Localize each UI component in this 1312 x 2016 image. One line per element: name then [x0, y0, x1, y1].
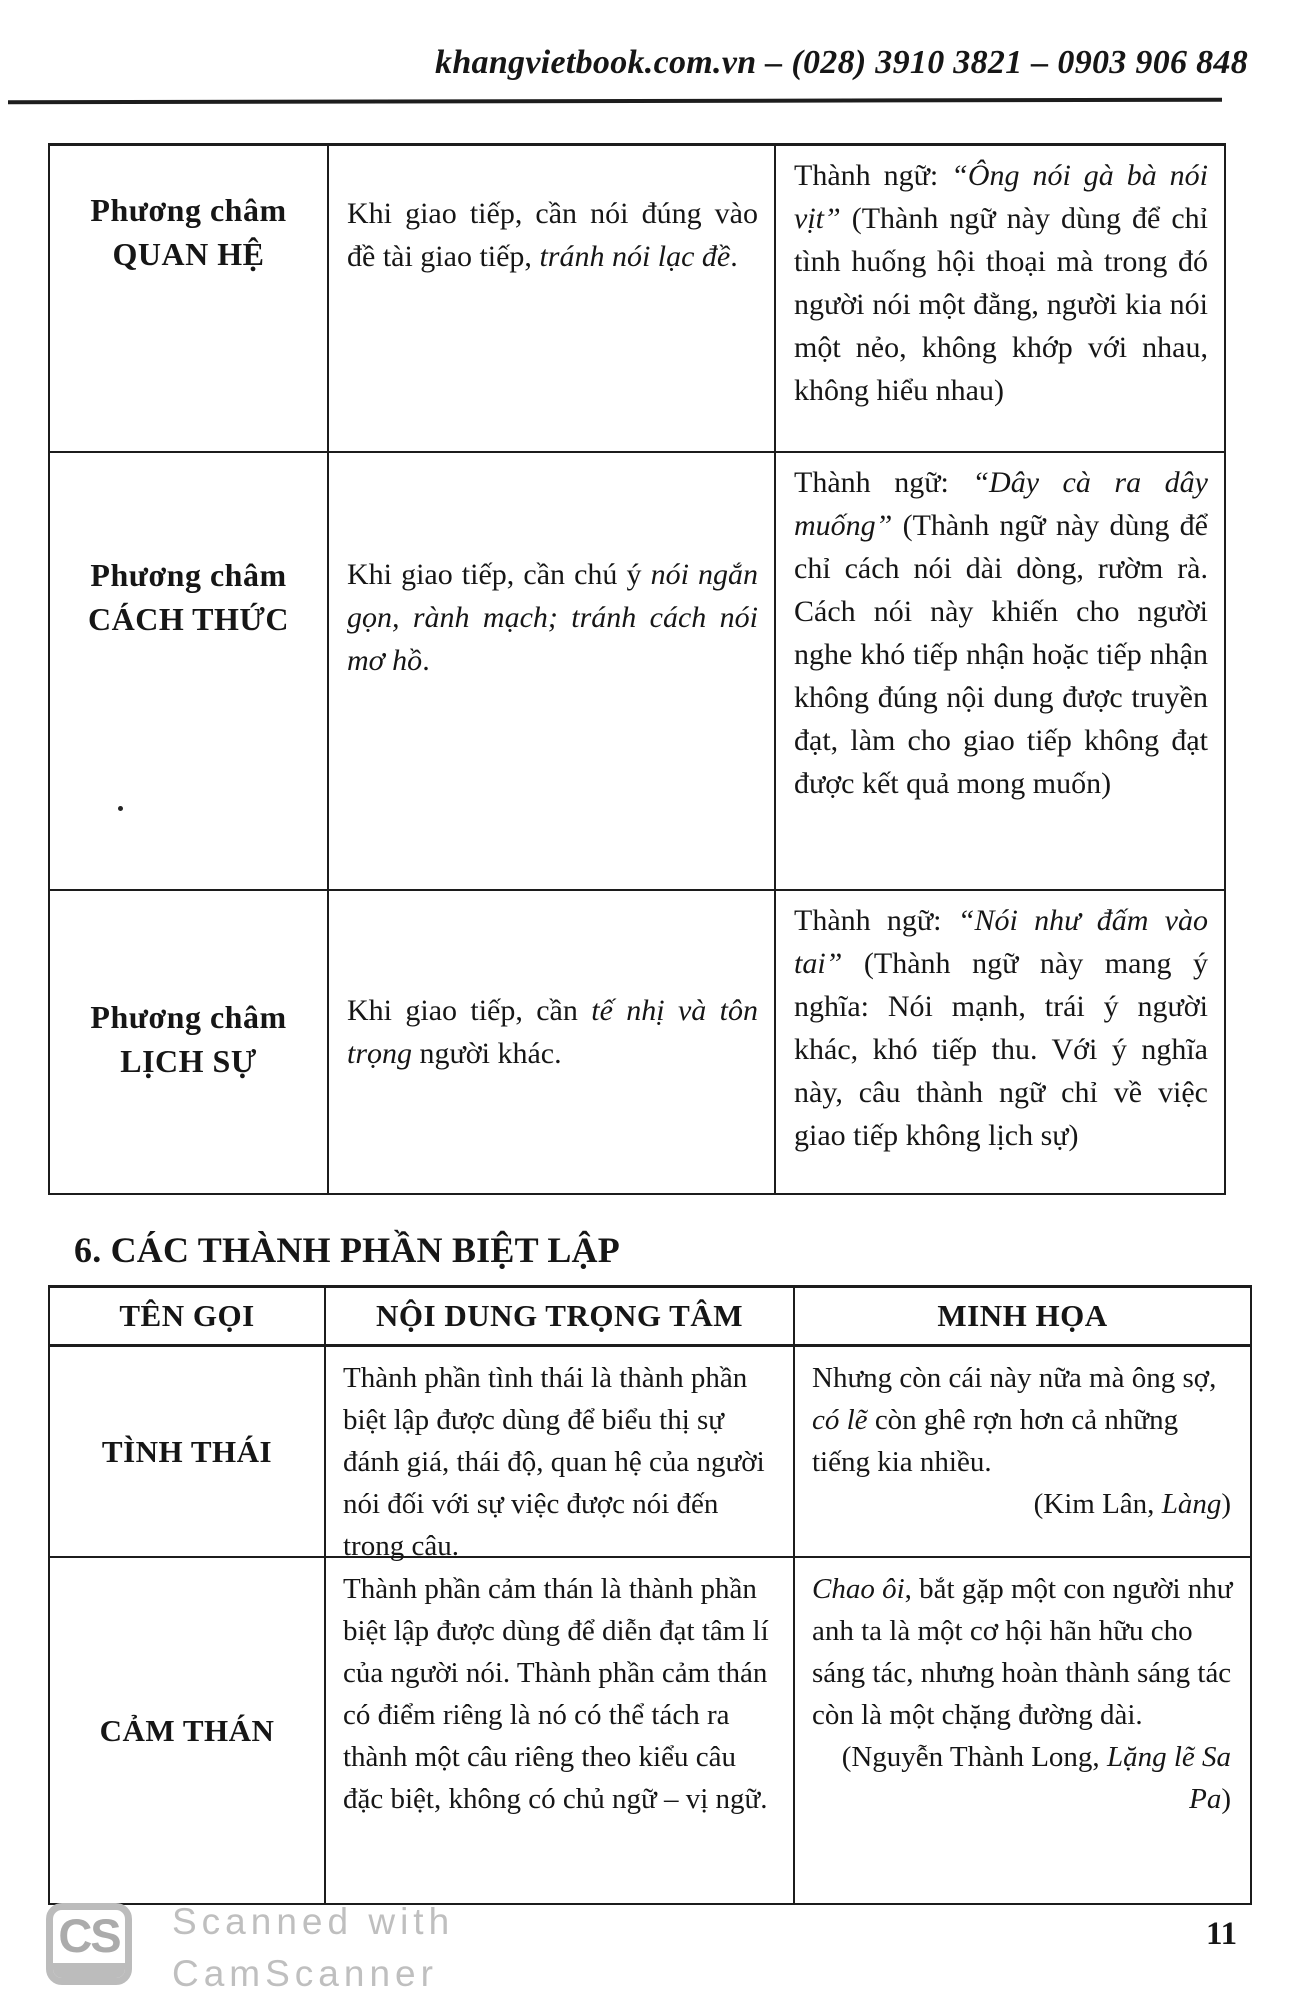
- maxim-example-cell: Thành ngữ: “Ông nói gà bà nói vịt” (Thành ngữ này dùng để chỉ tình huống hội thoại mà trong đó người nói một đằng, người kia nói một nẻo, không khớp với nhau, không hiểu nhau): [776, 146, 1224, 453]
- header-rule: [8, 98, 1222, 105]
- scan-speck: [118, 806, 123, 811]
- maxim-title-top: Phương châm: [90, 557, 287, 593]
- example-attribution: (Nguyễn Thành Long, Lặng lẽ Sa Pa): [841, 1741, 1231, 1815]
- column-header-name: TÊN GỌI: [50, 1288, 326, 1347]
- watermark-line2: CamScanner: [172, 1953, 438, 1994]
- section-heading: 6. CÁC THÀNH PHẦN BIỆT LẬP: [74, 1230, 620, 1270]
- maxim-guideline-cell: Khi giao tiếp, cần chú ý nói ngắn gọn, rành mạch; tránh cách nói mơ hồ.: [329, 453, 776, 891]
- watermark-line1: Scanned with: [172, 1901, 455, 1942]
- component-example-text: Nhưng còn cái này nữa mà ông sợ, có lẽ còn ghê rợn hơn cả những tiếng kia nhiều.: [812, 1362, 1217, 1478]
- isolated-components-table: [48, 1285, 1252, 1905]
- camscanner-watermark-text: [172, 1896, 454, 2000]
- conversation-maxims-table: [48, 143, 1226, 1195]
- maxim-guideline-cell: Khi giao tiếp, cần nói đúng vào đề tài giao tiếp, tránh nói lạc đề.: [329, 146, 776, 453]
- maxim-example-cell: Thành ngữ: “Nói như đấm vào tai” (Thành ngữ này mang ý nghĩa: Nói mạnh, trái ý người khác, khó tiếp thu. Với ý nghĩa này, câu thành ngữ chỉ về việc giao tiếp không lịch sự): [794, 904, 1208, 1152]
- camscanner-cs-monogram: CS: [58, 1909, 120, 1962]
- component-definition-cell: Thành phần tình thái là thành phần biệt lập được dùng để biểu thị sự đánh giá, thái độ, quan hệ của người nói đối với sự việc được nói đến trong câu.: [326, 1347, 795, 1558]
- column-header-content: NỘI DUNG TRỌNG TÂM: [326, 1288, 795, 1347]
- maxim-title-bottom: QUAN HỆ: [112, 236, 265, 272]
- maxim-title-cell: [50, 453, 329, 891]
- component-name-cell: TÌNH THÁI: [50, 1347, 326, 1558]
- camscanner-logo-bar: [46, 1963, 132, 1985]
- maxim-guideline-cell: Khi giao tiếp, cần tế nhị và tôn trọng người khác.: [329, 891, 776, 1193]
- component-example-cell: [795, 1347, 1250, 1558]
- component-example-cell: [795, 1558, 1250, 1903]
- maxim-title-cell: [50, 146, 329, 453]
- component-name-cell: CẢM THÁN: [50, 1558, 326, 1903]
- example-attribution: (Kim Lân, Làng): [1033, 1488, 1231, 1520]
- maxim-title-top: Phương châm: [90, 192, 287, 228]
- maxim-title-bottom: CÁCH THỨC: [88, 601, 289, 637]
- column-header-example: MINH HỌA: [795, 1288, 1250, 1347]
- camscanner-logo: [46, 1903, 132, 1985]
- component-definition-cell: Thành phần cảm thán là thành phần biệt lập được dùng để diễn đạt tâm lí của người nói. Thành phần cảm thán có điểm riêng là nó có thể tách ra thành một câu riêng theo kiểu câu đặc biệt, không có chủ ngữ – vị ngữ.: [326, 1558, 795, 1903]
- page-header: khangvietbook.com.vn – (028) 3910 3821 – 0903 906 848: [435, 44, 1248, 81]
- maxim-example-cell: Thành ngữ: “Dây cà ra dây muống” (Thành ngữ này dùng để chỉ cách nói dài dòng, rườm rà. Cách nói này khiến cho người nghe khó tiếp nhận hoặc tiếp nhận không đúng nội dung được truyền đạt, làm cho giao tiếp không đạt được kết quả mong muốn): [776, 453, 1224, 891]
- component-example-text: Chao ôi, bắt gặp một con người như anh ta là một cơ hội hãn hữu cho sáng tác, nhưng hoàn thành sáng tác còn là một chặng đường dài.: [812, 1573, 1233, 1731]
- maxim-title-bottom: LỊCH SỰ: [120, 1043, 257, 1079]
- page-number: 11: [1206, 1916, 1238, 1952]
- maxim-title-cell: [50, 891, 329, 1193]
- maxim-title-top: Phương châm: [90, 999, 287, 1035]
